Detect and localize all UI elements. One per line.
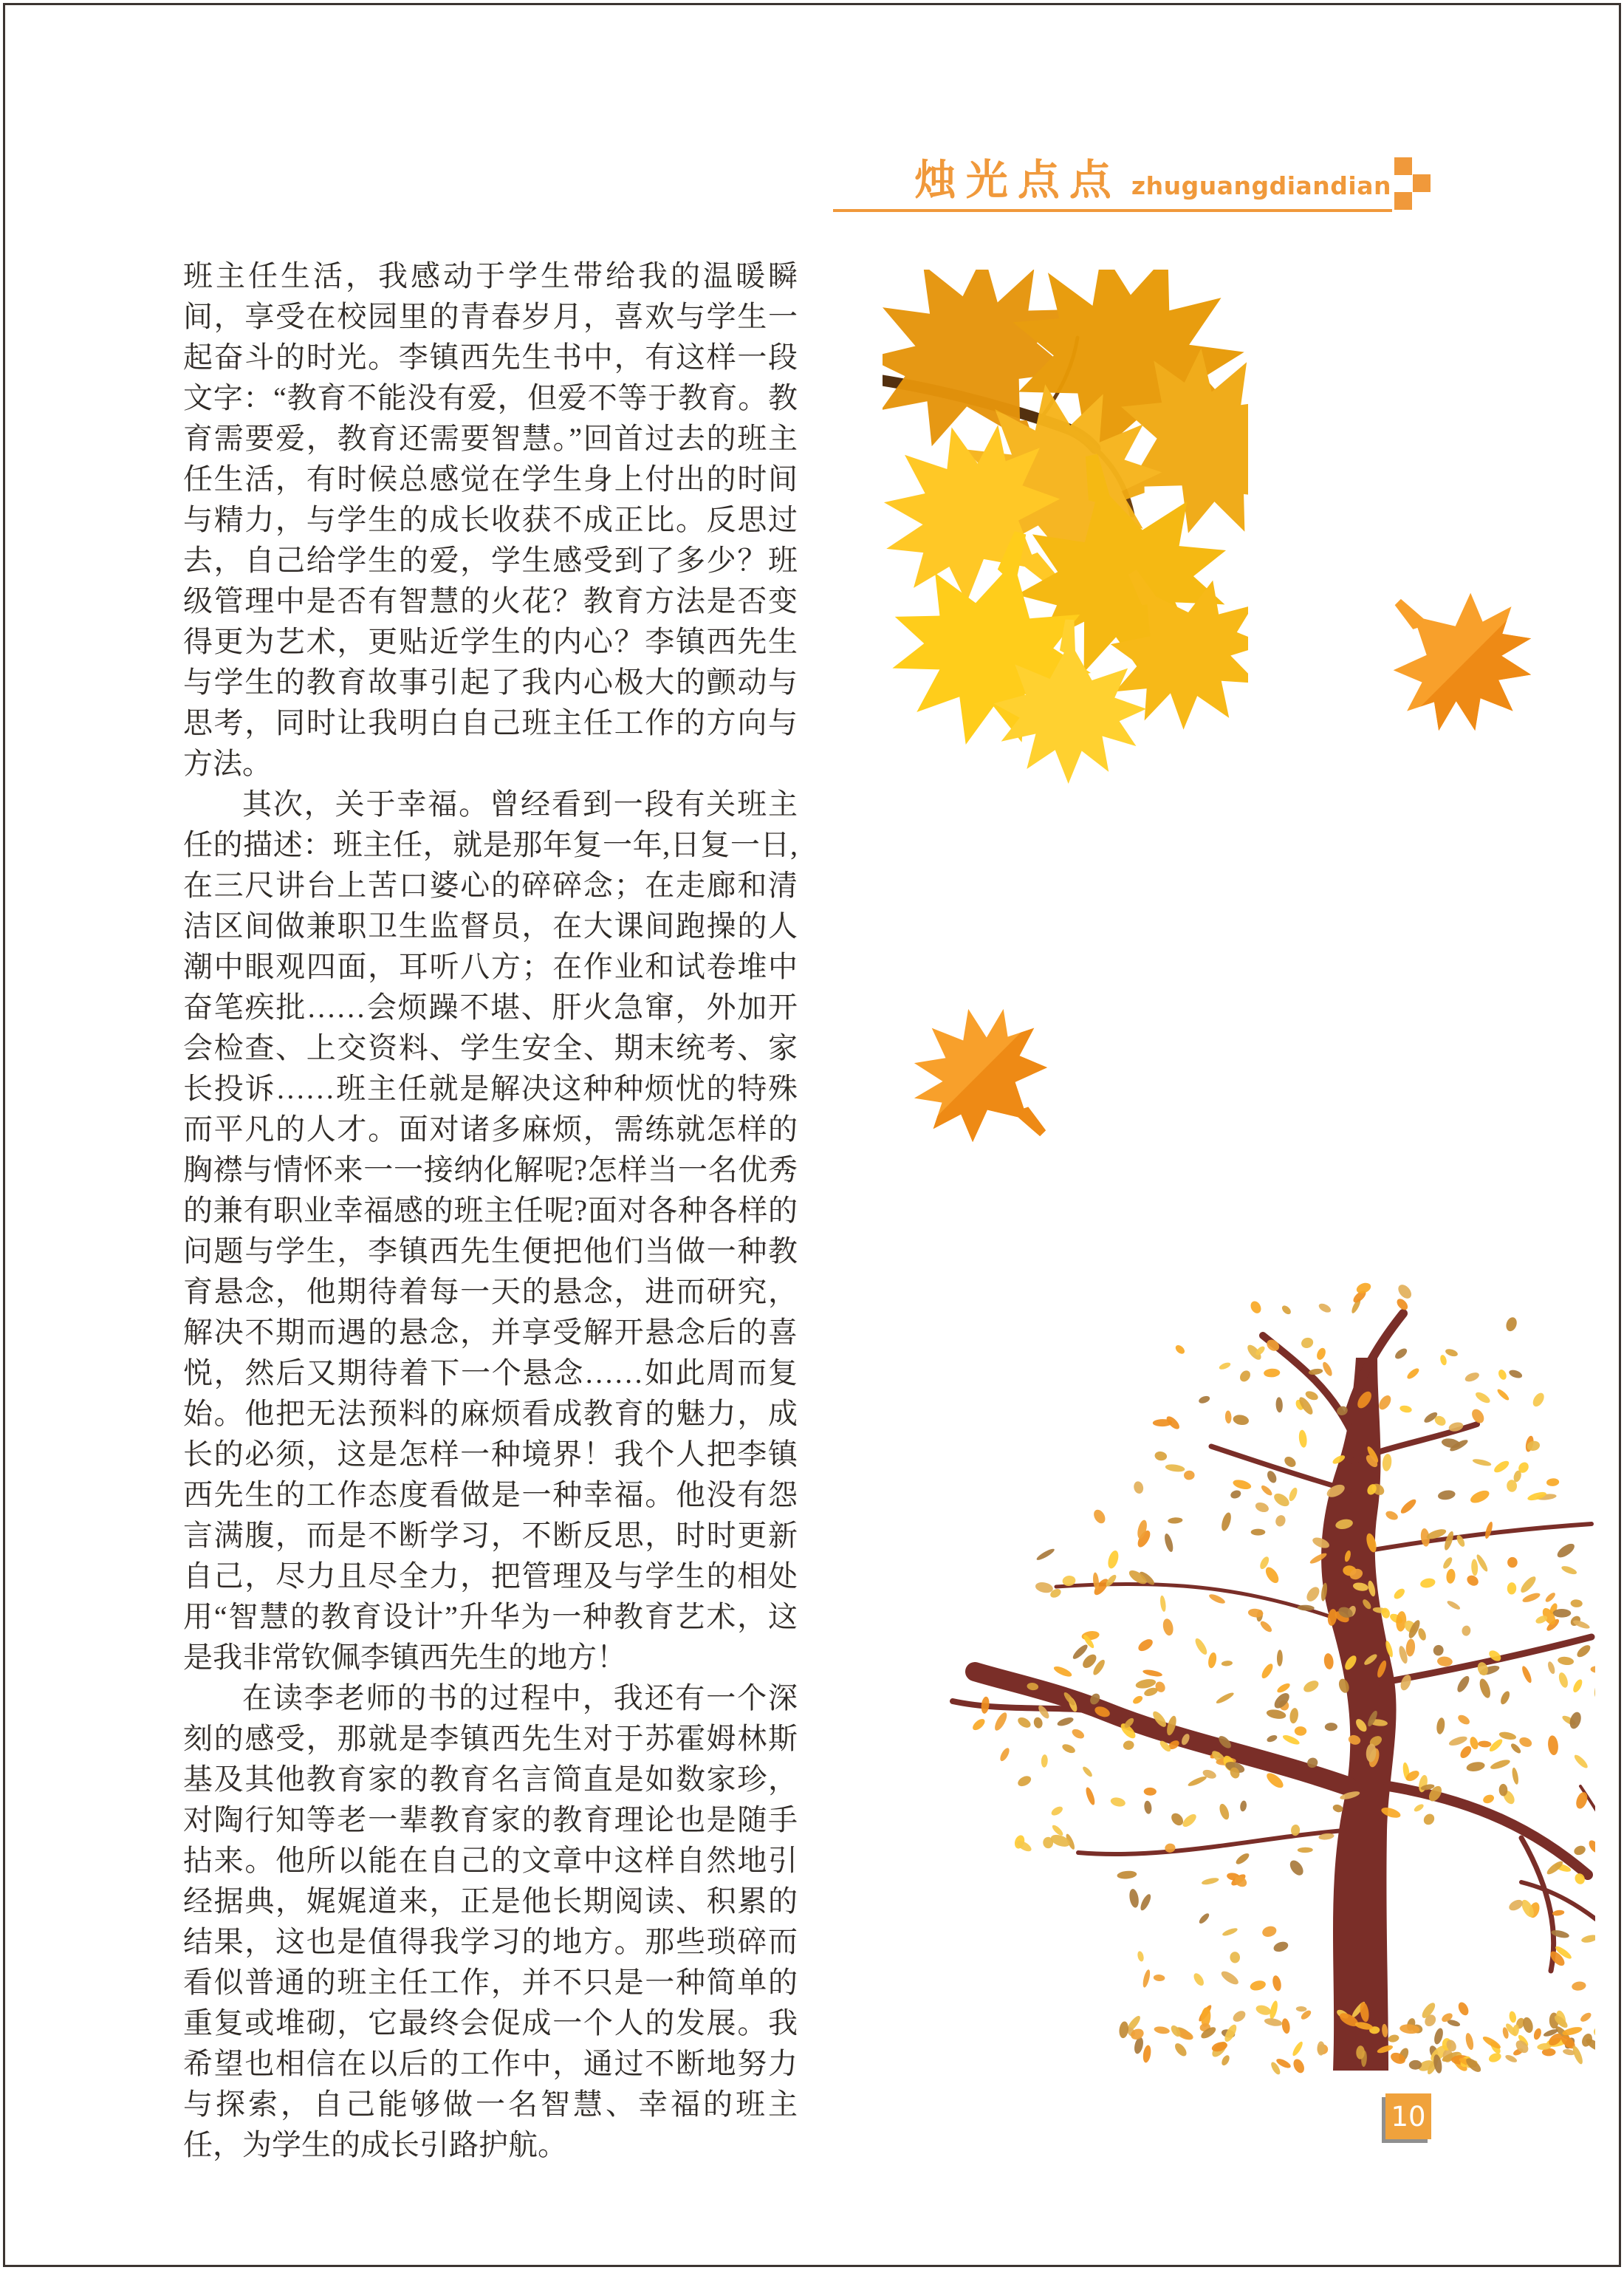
section-title-pinyin: zhuguangdiandian xyxy=(1131,171,1391,200)
maple-leaf-icon xyxy=(1370,578,1559,748)
section-title: 烛光点点 xyxy=(914,156,1121,205)
ornament-square xyxy=(1394,157,1412,175)
page-number-badge xyxy=(1385,2093,1431,2139)
article-paragraph: 在读李老师的书的过程中，我还有一个深刻的感受，那就是李镇西先生对于苏霍姆林斯基及其他教育家的教育名言简直是如数家珍，对陶行知等老一辈教育家的教育理论也是随手拈来。他所以能在自己的文章中这样自然地引经据典，娓娓道来，正是他长期阅读、积累的结果，这也是值得我学习的地方。那些琐碎而看似普通的班主任工作，并不只是一种简单的重复或堆砌，它最终会促成一个人的发展。我希望也相信在以后的工作中，通过不断地努力与探索，自己能够做一名智慧、幸福的班主任，为学生的成长引路护航。 xyxy=(183,1681,798,2161)
header-rule xyxy=(833,209,1392,212)
maple-leaf-icon xyxy=(886,990,1071,1160)
page-number: 10 xyxy=(1391,2100,1426,2133)
article-paragraph: 班主任生活，我感动于学生带给我的温暖瞬间，享受在校园里的青春岁月，喜欢与学生一起奋斗的时光。李镇西先生书中，有这样一段文字：“教育不能没有爱，但爱不等于教育。教育需要爱，教育还需要智慧。”回首过去的班主任生活，有时候总感觉在学生身上付出的时间与精力，与学生的成长收获不成正比。反思过去，自己给学生的爱，学生感受到了多少？班级管理中是否有智慧的火花？教育方法是否变得更为艺术，更贴近学生的内心？李镇西先生与学生的教育故事引起了我内心极大的颤动与思考，同时让我明白自己班主任工作的方向与方法。 xyxy=(183,259,798,780)
ornament-square xyxy=(1413,174,1431,192)
header-title-row xyxy=(833,146,1391,208)
ornament-square xyxy=(1394,192,1412,210)
article-text-column xyxy=(183,256,798,2165)
autumn-tree-illustration xyxy=(945,1269,1595,2093)
header-squares-ornament xyxy=(1394,157,1431,210)
article-paragraph: 其次，关于幸福。曾经看到一段有关班主任的描述：班主任，就是那年复一年,日复一日,在三尺讲台上苦口婆心的碎碎念；在走廊和清洁区间做兼职卫生监督员，在大课间跑操的人潮中眼观四面，耳听八方；在作业和试卷堆中奋笔疾批……会烦躁不堪、肝火急窜，外加开会检查、上交资料、学生安全、期末统考、家长投诉……班主任就是解决这种种烦忧的特殊而平凡的人才。面对诸多麻烦，需练就怎样的胸襟与情怀来一一接纳化解呢?怎样当一名优秀的兼有职业幸福感的班主任呢?面对各种各样的问题与学生，李镇西先生便把他们当做一种教育悬念，他期待着每一天的悬念，进而研究，解决不期而遇的悬念，并享受解开悬念后的喜悦，然后又期待着下一个悬念……如此周而复始。他把无法预料的麻烦看成教育的魅力，成长的必须，这是怎样一种境界！我个人把李镇西先生的工作态度看做是一种幸福。他没有怨言满腹，而是不断学习，不断反思，时时更新自己，尽力且尽全力，把管理及与学生的相处用“智慧的教育设计”升华为一种教育艺术，这是我非常钦佩李镇西先生的地方！ xyxy=(183,787,798,1674)
autumn-leaves-photo xyxy=(883,270,1248,794)
